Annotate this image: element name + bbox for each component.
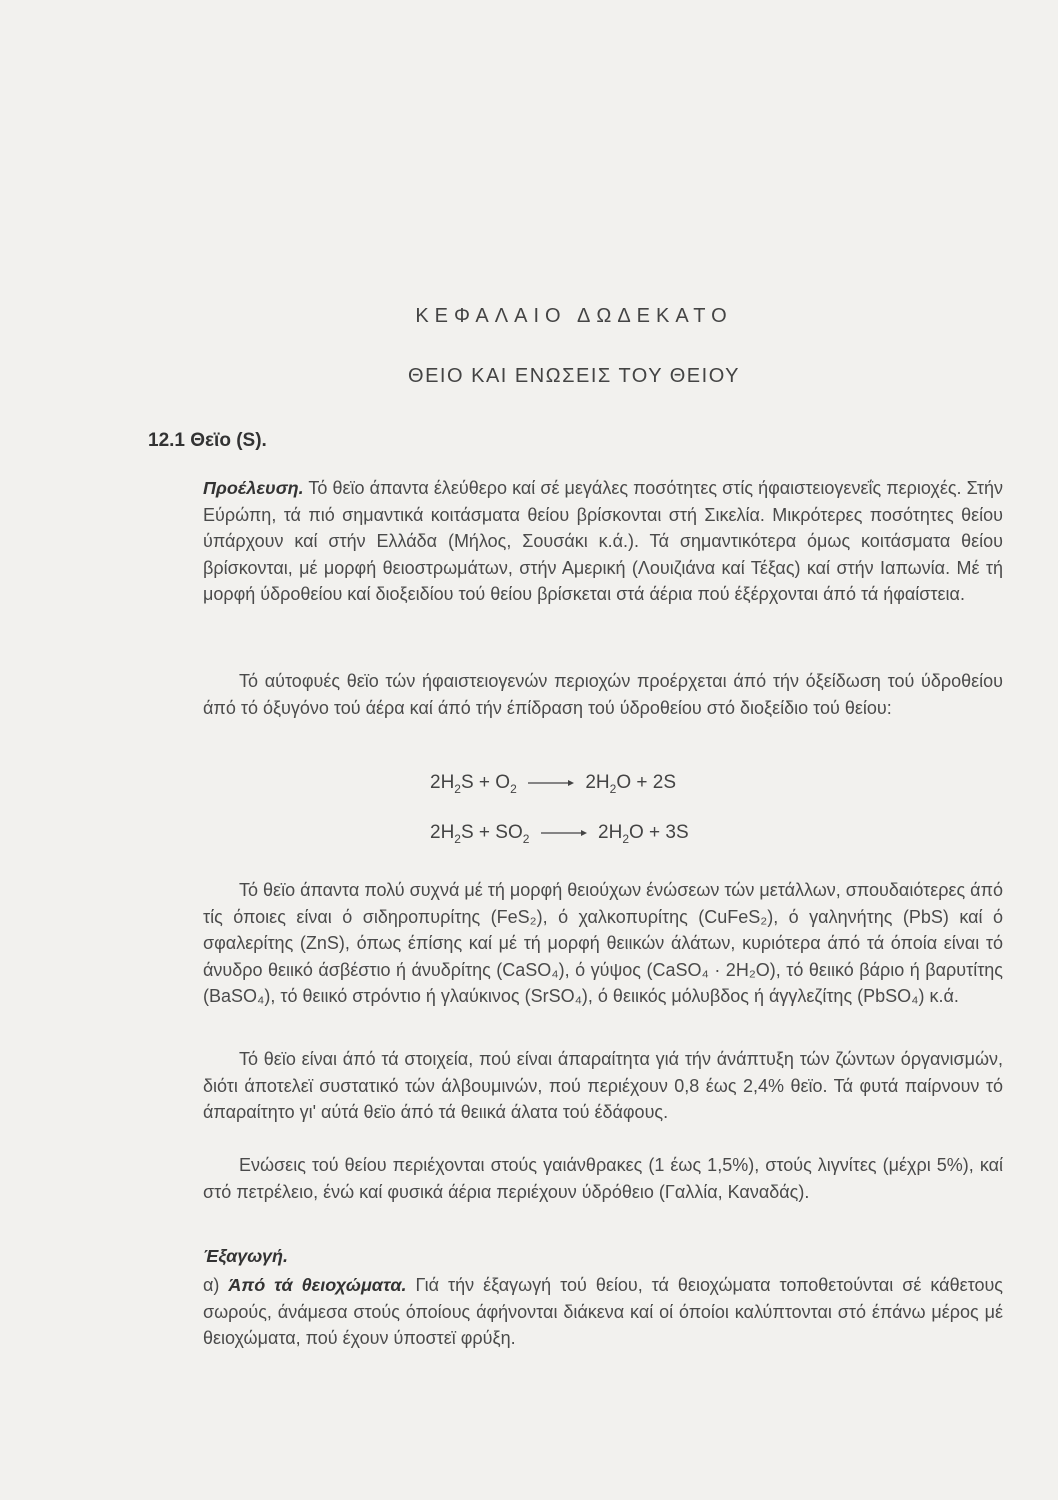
equation-2: $2H_2S + SO_2$ $2H_2O + 3S$ bbox=[430, 822, 689, 846]
paragraph-compounds: Τό θεϊο άπαντα πολύ συχνά μέ τή μορφή θειούχων ένώσεων τών μετάλλων, σπουδαιότερες άπό τίς όποιες είναι ό σιδηροπυρίτης (FeS₂), ό χαλκοπυρίτης (CuFeS₂), ό γαληνήτης (PbS) καί ό σφαλερίτης (ZnS), όπως έπίσης καί μέ τή μορφή θειικών άλάτων, κυριότερα άπό τά όποία είναι τό άνυδρο θειικό άσβέστιο ή άνυδρίτης (CaSO₄), ό γύψος (CaSO₄ · 2H₂O), τό θειικό βάριο ή βαρυτίτης (BaSO₄), τό θειικό στρόντιο ή γλαύκινος (SrSO₄), ό θειικός μόλυβδος ή άγγλεζίτης (PbSO₄) κ.ά. bbox=[203, 880, 1003, 1006]
paragraph-fuels: Ενώσεις τού θείου περιέχονται στούς γαιάνθρακες (1 έως 1,5%), στούς λιγνίτες (μέχρι 5%), καί στό πετρέλειο, ένώ καί φυσικά άέρια περιέχουν ύδρόθειο (Γαλλία, Καναδάς). bbox=[203, 1155, 1003, 1202]
origin-lead: Προέλευση. bbox=[203, 478, 304, 498]
chapter-title: ΘΕΙΟ ΚΑΙ ΕΝΩΣΕΙΣ ΤΟΥ ΘΕΙΟΥ bbox=[408, 365, 740, 387]
section-heading: 12.1 Θεϊο (S). bbox=[148, 430, 267, 451]
reaction-arrow-icon bbox=[528, 778, 574, 788]
subheading-extraction: Έξαγωγή. bbox=[203, 1246, 288, 1266]
paragraph-origin bbox=[203, 475, 1003, 608]
paragraph-extraction: α) Άπό τά θειοχώματα. Γιά τήν έξαγωγή τού θείου, τά θειοχώματα τοποθετούνται σέ κάθετους σωρούς, άνάμεσα στούς όποίους άφήνονται διάκενα καί οί όποίοι καλύπτονται στό έπάνω μέρος μέ θειοχώματα, πού έχουν ύποστεϊ φρύξη. bbox=[203, 1275, 1003, 1348]
extraction-lead: Άπό τά θειοχώματα. bbox=[228, 1275, 407, 1295]
chapter-heading: ΚΕΦΑΛΑΙΟ ΔΩΔΕΚΑΤΟ bbox=[415, 305, 733, 327]
reaction-arrow-icon bbox=[541, 828, 587, 838]
origin-text: Τό θεϊο άπαντα έλεύθερο καί σέ μεγάλες ποσότητες στίς ήφαιστειογενεΐς περιοχές. Στήν Εύρώπη, τά πιό σημαντικά κοιτάσματα θείου βρίσκονται στή Σικελία. Μικρότερες ποσότητες θείου ύπάρχουν καί στήν Ελλάδα (Μήλος, Σουσάκι κ.ά.). Τά σημαντικότερα όμως κοιτάσματα θείου βρίσκονται, μέ μορφή θειοστρωμάτων, στήν Αμερική (Λουιζιάνα καί Τέξας) καί στήν Ιαπωνία. Μέ τή μορφή ύδροθείου καί διοξειδίου τού θείου βρίσκεται στά άέρια πού έξέρχονται άπό τά ήφαίστεια. bbox=[203, 478, 1003, 604]
extraction-text: Γιά τήν έξαγωγή τού θείου, τά θειοχώματα τοποθετούνται σέ κάθετους σωρούς, άνάμεσα στούς όποίους άφήνονται διάκενα καί οί όποίοι καλύπτονται στό έπάνω μέρος μέ θειοχώματα, πού έχουν ύποστεϊ φρύξη. bbox=[203, 1275, 1003, 1348]
paragraph-organisms: Τό θεϊο είναι άπό τά στοιχεία, πού είναι άπαραίτητα γιά τήν άνάπτυξη τών ζώντων όργανισμών, διότι άποτελεϊ συστατικό τών άλβουμινών, πού περιέχουν 0,8 έως 2,4% θεϊο. Τά φυτά παίρνουν τό άπαραίτητο γι' αύτά θεϊο άπό τά θειικά άλατα τού έδάφους. bbox=[203, 1049, 1003, 1122]
paragraph-native-sulfur: Τό αύτοφυές θεϊο τών ήφαιστειογενών περιοχών προέρχεται άπό τήν όξείδωση τού ύδροθείου άπό τό όξυγόνο τού άέρα καί άπό τήν έπίδραση τού ύδροθείου στό διοξείδιο τού θείου: bbox=[203, 671, 1003, 718]
equation-1: $2H_2S + O_2$ $2H_2O + 2S$ bbox=[430, 772, 676, 796]
